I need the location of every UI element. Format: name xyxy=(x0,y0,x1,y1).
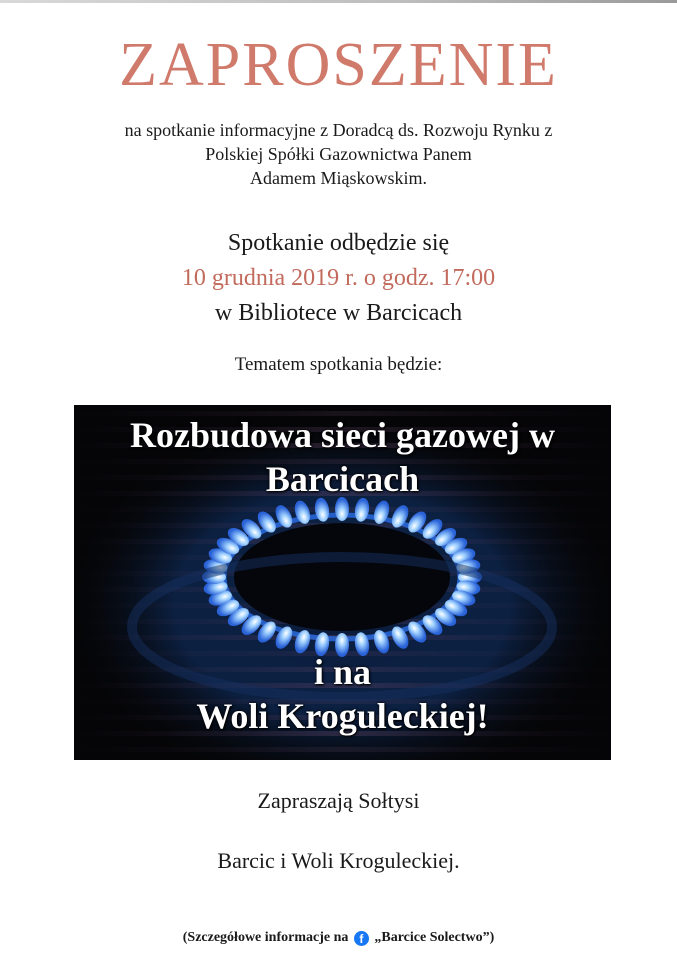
hero-line: Rozbudowa sieci gazowej w xyxy=(130,415,555,455)
hero-subheading xyxy=(74,650,611,738)
topic-label: Tematem spotkania będzie: xyxy=(234,354,443,375)
hero-heading xyxy=(74,413,611,501)
intro-text xyxy=(0,118,677,190)
meeting-date: 10 grudnia 2019 r. o godz. 17:00 xyxy=(181,265,496,291)
gas-burner-banner xyxy=(74,405,611,760)
footer-prefix: (Szczegółowe informacje na xyxy=(182,930,349,945)
intro-line: Polskiej Spółki Gazownictwa Panem xyxy=(205,144,472,164)
intro-line: Adamem Miąskowskim. xyxy=(250,168,427,188)
footer-page-name: „Barcice Solectwo”) xyxy=(374,930,495,945)
meeting-info xyxy=(0,226,677,331)
poster-title: ZAPROSZENIE xyxy=(119,31,558,99)
invitation-villages: Barcic i Woli Kroguleckiej. xyxy=(217,848,460,873)
invitation-signature: Zapraszają Sołtysi xyxy=(257,788,420,813)
hero-line: Woli Kroguleckiej! xyxy=(196,696,489,736)
facebook-icon: f xyxy=(354,931,369,946)
footer-note xyxy=(0,930,677,946)
scan-top-edge xyxy=(0,0,677,3)
intro-line: na spotkanie informacyjne z Doradcą ds. Rozwoju Rynku z xyxy=(124,120,553,140)
meeting-intro: Spotkanie odbędzie się xyxy=(227,230,450,256)
hero-line: Barcicach xyxy=(265,459,420,499)
meeting-place: w Bibliotece w Barcicach xyxy=(214,300,463,326)
hero-line: i na xyxy=(313,652,372,692)
